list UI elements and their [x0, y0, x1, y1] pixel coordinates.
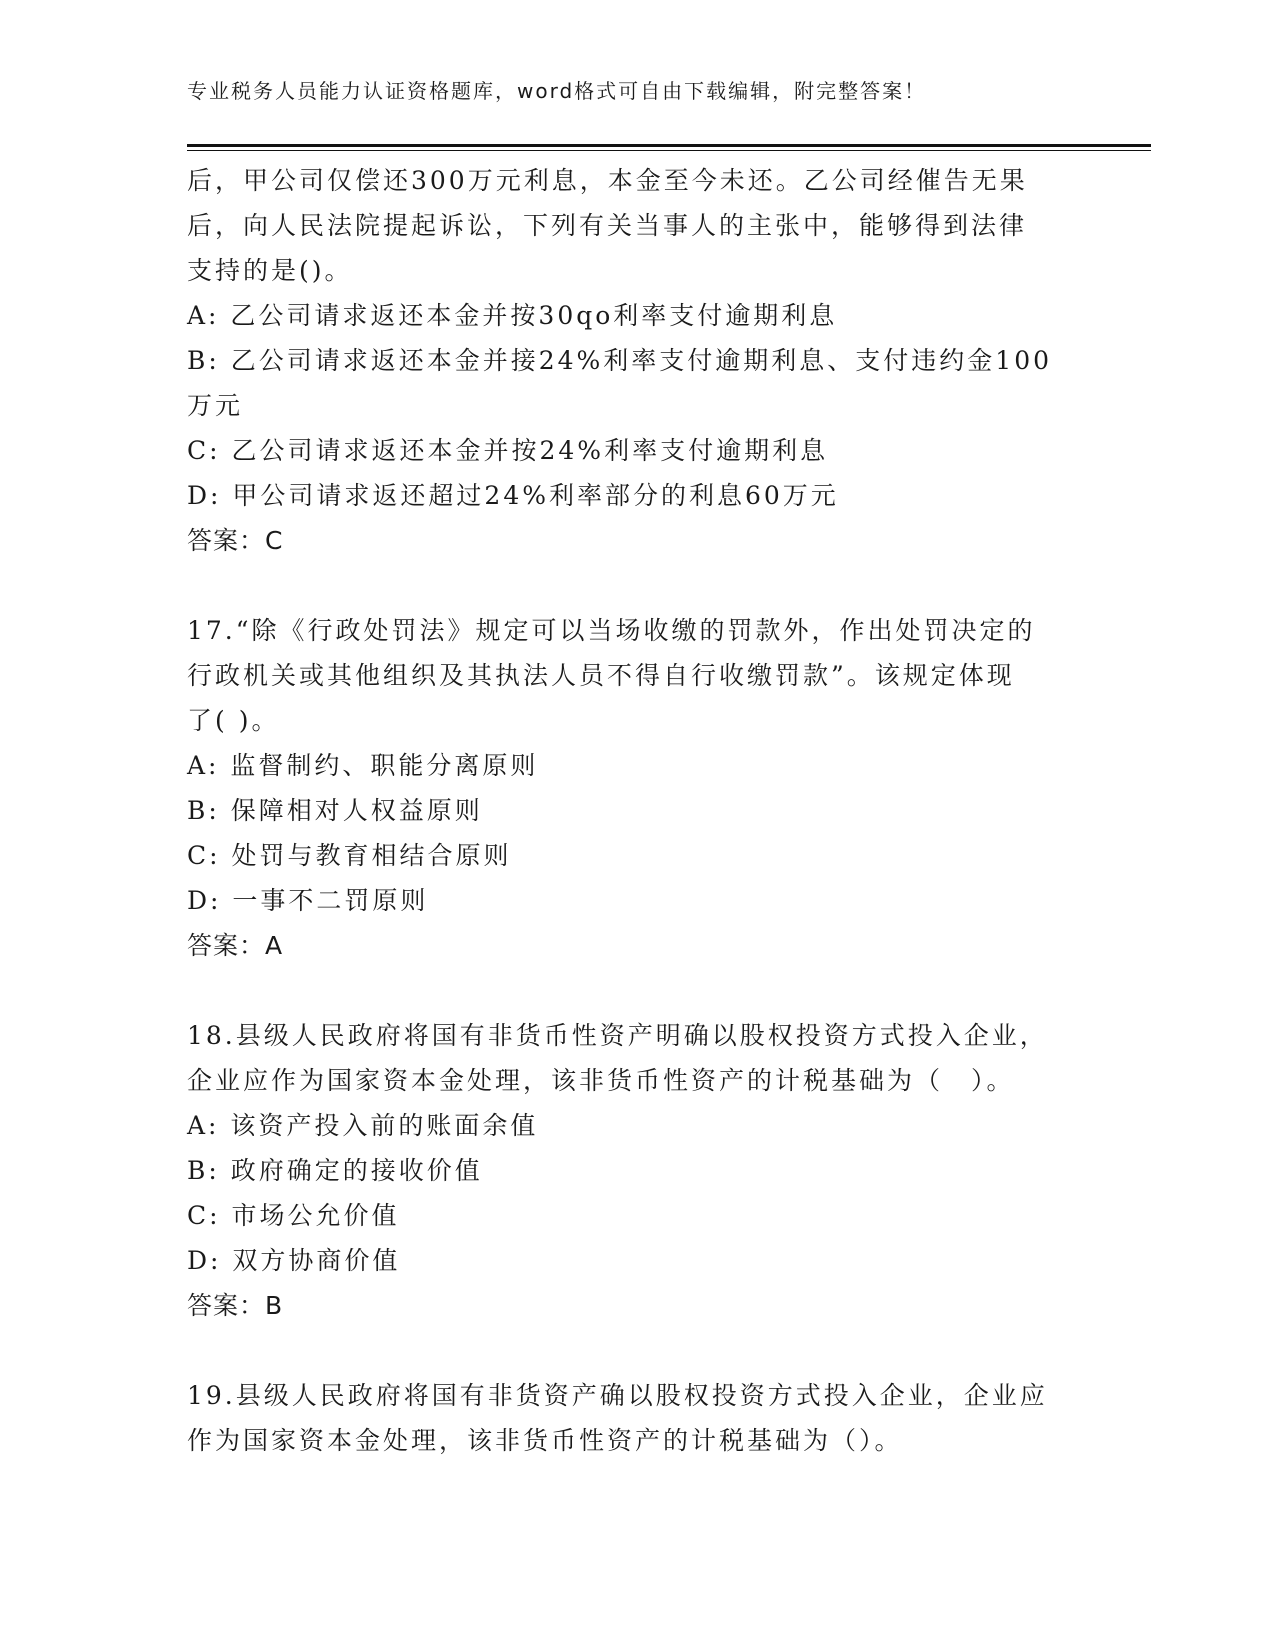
option-a: A: 监督制约、职能分离原则 [187, 751, 539, 780]
option-d: D: 双方协商价值 [187, 1246, 401, 1275]
answer-label: 答案：A [187, 931, 284, 960]
option-d: D: 甲公司请求返还超过24%利率部分的利息60万元 [187, 481, 839, 510]
question-stem-line: 19.县级人民政府将国有非货资产确以股权投资方式投入企业，企业应 [187, 1381, 1048, 1410]
option-c: C: 处罚与教育相结合原则 [187, 841, 512, 870]
option-c: C: 市场公允价值 [187, 1201, 400, 1230]
option-b: B: 乙公司请求返还本金并接24%利率支付逾期利息、支付违约金100 [187, 346, 1053, 375]
question-stem-line: 17.“除《行政处罚法》规定可以当场收缴的罚款外，作出处罚决定的 [187, 616, 1036, 645]
answer-label: 答案：C [187, 526, 284, 555]
option-c: C: 乙公司请求返还本金并按24%利率支付逾期利息 [187, 436, 829, 465]
question-19 [187, 1373, 1087, 1463]
question-stem-line: 了( )。 [187, 706, 280, 735]
question-stem-line: 18.县级人民政府将国有非货币性资产明确以股权投资方式投入企业， [187, 1021, 1048, 1050]
question-stem-line: 作为国家资本金处理，该非货币性资产的计税基础为（）。 [187, 1426, 903, 1455]
question-stem-line: 企业应作为国家资本金处理，该非货币性资产的计税基础为（ ）。 [187, 1066, 1015, 1095]
spacer [187, 564, 1087, 608]
page-header: 专业税务人员能力认证资格题库，word格式可自由下载编辑，附完整答案！ [187, 79, 927, 103]
option-b: B: 政府确定的接收价值 [187, 1156, 483, 1185]
spacer [187, 1329, 1087, 1373]
question-stem-line: 后，甲公司仅偿还300万元利息，本金至今未还。乙公司经催告无果 [187, 166, 1028, 195]
option-a: A: 该资产投入前的账面余值 [187, 1111, 539, 1140]
header-rule-thick [187, 144, 1151, 147]
question-stem-line: 支持的是()。 [187, 256, 353, 285]
option-d: D: 一事不二罚原则 [187, 886, 429, 915]
question-17 [187, 608, 1087, 969]
spacer [187, 969, 1087, 1013]
answer-label: 答案：B [187, 1291, 284, 1320]
question-16 [187, 158, 1087, 564]
option-a: A: 乙公司请求返还本金并按30qo利率支付逾期利息 [187, 301, 838, 330]
header-rule-thin [187, 150, 1151, 151]
option-b-continued: 万元 [187, 391, 244, 420]
question-stem-line: 行政机关或其他组织及其执法人员不得自行收缴罚款”。该规定体现 [187, 661, 1015, 690]
document-body [187, 158, 1087, 1463]
question-18 [187, 1013, 1087, 1329]
question-stem-line: 后，向人民法院提起诉讼，下列有关当事人的主张中，能够得到法律 [187, 211, 1028, 240]
option-b: B: 保障相对人权益原则 [187, 796, 483, 825]
